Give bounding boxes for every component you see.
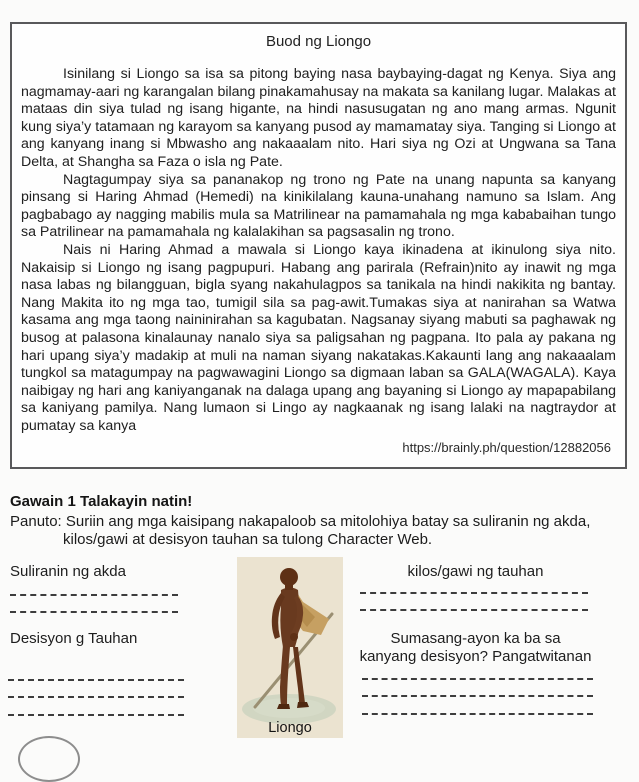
- liongo-illustration: [237, 557, 343, 738]
- answer-line: [360, 592, 588, 594]
- activity-instruction-line1: Panuto: Suriin ang mga kaisipang nakapaloob sa mitolohiya batay sa suliranin ng akda,: [10, 513, 591, 530]
- source-url: https://brainly.ph/question/12882056: [402, 440, 611, 455]
- summary-title: Buod ng Liongo: [265, 33, 372, 50]
- corner-arc-artifact: [18, 736, 80, 782]
- answer-line: [362, 678, 593, 680]
- label-kilos-gawi-ng-tauhan: kilos/gawi ng tauhan: [407, 563, 544, 580]
- summary-paragraph-1: Isinilang si Liongo sa isa sa pitong baying nasa baybaying-dagat ng Kenya. Siya ang nagmamay-aari ng karangalan bilang pinakamahusay na makata sa kanilang lugar. Malakas at mataas din siya tulad ng isang higante, na hindi nasusugatan ng ano mang armas. Ngunit kung siya’y tatamaan ng karayom sa kanyang pusod ay mamamatay siya. Tanging si Liongo at ang kanyang inang si Mbwasho ang nakaaalam nito. Hari siya ng Ozi at Ungwana sa Tana Delta, at Shangha sa Faza o isla ng Pate.: [21, 66, 616, 170]
- answer-line: [362, 695, 593, 697]
- question-line-1: Sumasang-ayon ka ba sa: [390, 630, 561, 647]
- answer-line: [10, 594, 178, 596]
- summary-paragraph-3: Nais ni Haring Ahmad a mawala si Liongo kaya ikinadena at ikinulong siya nito. Nakaisip si Liongo ng isang pagpupuri. Habang ang parirala (Refrain)nito ay inawit ng mga nasa labas ng bilangguan, bigla syang nakahulagpos sa tanikala na hindi nakikita ng bantay. Nang Makita ito ng mga tao, tumigil sila sa pag-awit.Tumakas siya at nanirahan sa Watwa kasama ang mga taong naininirahan sa kagubatan. Nagsanay siyang mabuti sa paghawak ng busog at palasona kinalaunay nanalo siya sa paligsahan ng pagpana. Ito pala ay pakana ng hari upang siya’y madakip at muli na naman siyang nakatakas.Kakaunti lang ang nakaaalam tungkol sa matagumpay na pagwawagini Liongo sa digmaan laban sa GALA(WAGALA). Kaya naibigay ng hari ang kaniyanganak na dalaga upang ang bayaning si Liongo ay mapapabilang sa kaniyang pamilya. Nang lumaon si Lingo ay nagkaanak ng isang lalaki na nagtraydor at pumatay sa kanya: [21, 241, 616, 434]
- label-suliranin-ng-akda: Suliranin ng akda: [10, 563, 126, 580]
- summary-paragraph-2: Nagtagumpay siya sa pananakop ng trono ng Pate na unang napunta sa kanyang pinsang si Haring Ahmad (Hemedi) na kinikilalang kauna-unahang namuno sa Islam. Ang pagbabago ay nagging mabilis mula sa Matrilinear na pamamahala ng mga kababaihan tungo sa Patrilinear na pamamahala ng kalalakihan sa pagsasalin ng trono.: [21, 171, 616, 241]
- summary-box: [10, 22, 627, 469]
- answer-line: [8, 696, 184, 698]
- answer-line: [360, 609, 588, 611]
- answer-line: [8, 679, 184, 681]
- answer-line: [8, 714, 184, 716]
- activity-instruction-line2: kilos/gawi at desisyon tauhan sa tulong Character Web.: [63, 531, 433, 548]
- answer-line: [362, 713, 593, 715]
- answer-line: [10, 611, 178, 613]
- question-line-2: kanyang desisyon? Pangatwitanan: [359, 648, 592, 665]
- activity-heading: Gawain 1 Talakayin natin!: [10, 493, 193, 510]
- label-desisyon-ng-tauhan: Desisyon g Tauhan: [10, 630, 138, 647]
- liongo-image-caption: Liongo: [268, 720, 312, 736]
- liongo-image: [237, 557, 343, 738]
